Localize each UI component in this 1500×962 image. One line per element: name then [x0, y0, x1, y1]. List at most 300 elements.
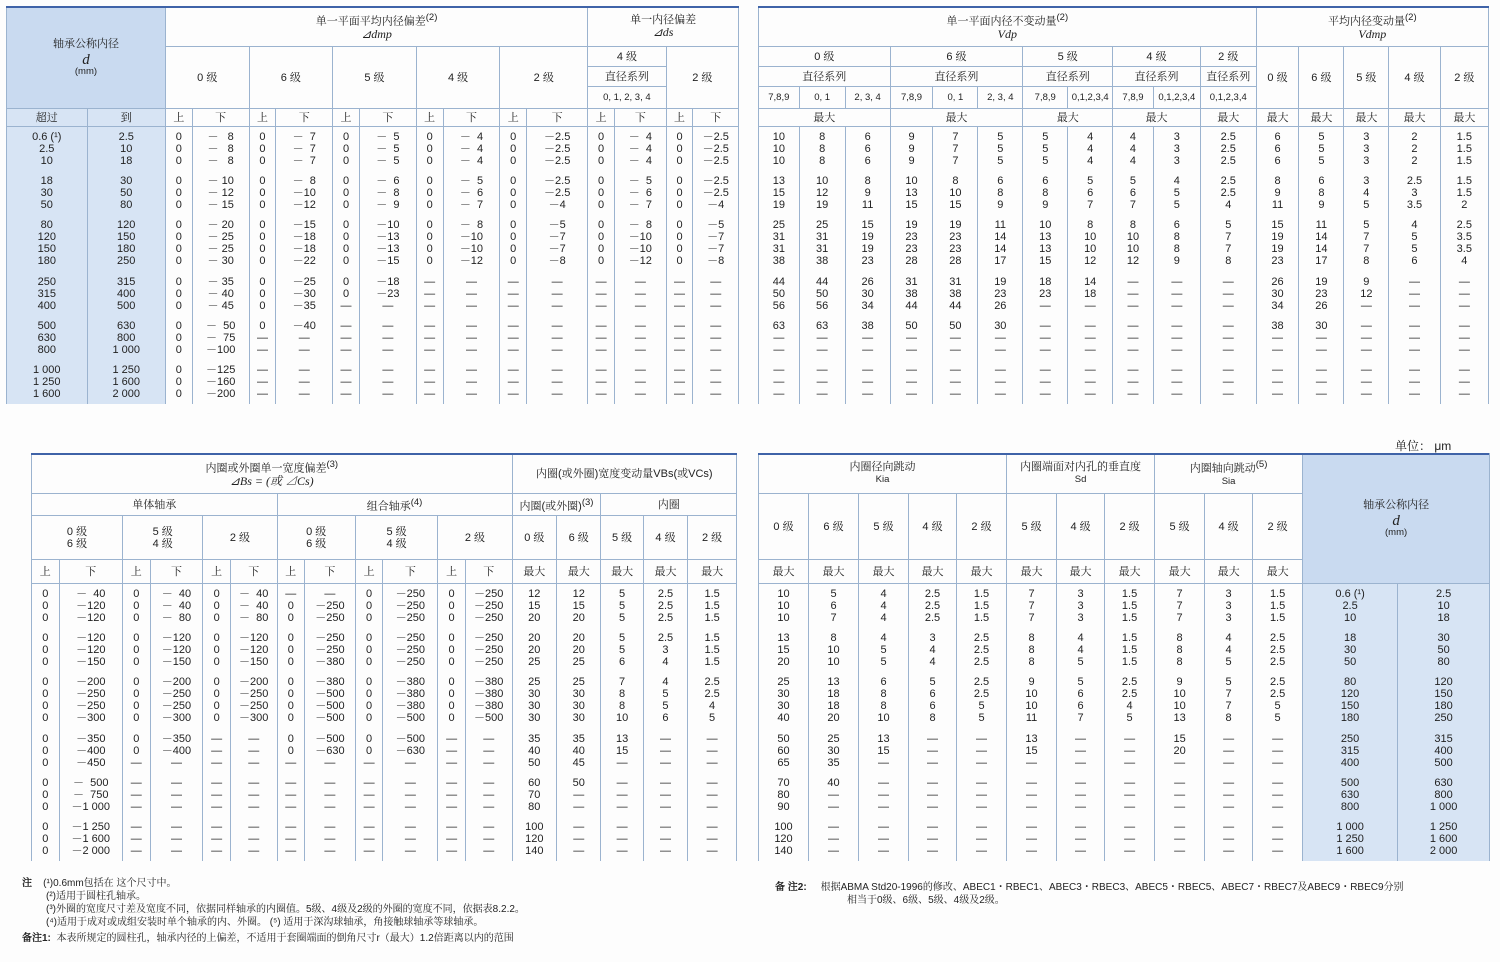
table-cell: 0 0 0 0 [32, 672, 60, 729]
max-label: 最大 [1205, 560, 1253, 584]
table-cell: 0 0 0 [355, 584, 383, 628]
over-header: 超过 [7, 109, 88, 127]
table-cell: — — — [1068, 360, 1113, 404]
table-cell: 7 7 7 [1155, 584, 1205, 628]
table-cell: — — — [1023, 316, 1068, 360]
table-cell: 1.5 1.5 1.5 [1105, 584, 1155, 628]
table-cell: — — — [688, 817, 737, 861]
table-cell: 3 3 3 [1344, 127, 1389, 171]
table-cell: — — — [809, 817, 859, 861]
table-cell: 10 13 15 [890, 171, 933, 215]
table-cell: — — — [666, 316, 693, 360]
table-cell: 5 6 7 [1113, 171, 1154, 215]
grade-4: 4 级 [909, 494, 957, 560]
table-cell: 25 31 31 38 [759, 215, 800, 272]
table-cell: — — — [588, 316, 615, 360]
max-label: 最大 [1057, 560, 1105, 584]
table-cell: 0.6 (¹) 2.5 10 [7, 127, 88, 171]
table-cell: — — — [1253, 773, 1303, 817]
grade-2: 2 级 [957, 494, 1007, 560]
table-cell: — — — [123, 817, 151, 861]
top-rule [31, 453, 737, 455]
table-cell: — — — [1007, 817, 1057, 861]
table-cell: 2.5 2.5 4 [1200, 171, 1256, 215]
table-cell: — — — [438, 773, 466, 817]
series-789: 7,8,9 [1113, 87, 1154, 109]
vbs-header: 内圈(或外圈)宽度变动量VBs(或VCs) [512, 454, 736, 494]
table-cell: 0 0 0 0 [165, 215, 192, 272]
table-cell: －250 －250 －250 [465, 628, 512, 672]
table-cell: — — — [249, 360, 276, 404]
inner-ring-header: 内圈 [601, 494, 737, 516]
table-cell: — — — [1113, 360, 1154, 404]
table-cell: 2.5 3 3.5 [1389, 171, 1440, 215]
table-cell: — — — [1205, 729, 1253, 773]
table-cell: 0 0 0 0 [203, 672, 231, 729]
table-cell: 30 — — [978, 316, 1023, 360]
table-cell: － 20 － 25 － 25 － 30 [192, 215, 249, 272]
table-cell: 0 0 0 [333, 127, 360, 171]
table-cell: 8 8 8 [1007, 628, 1057, 672]
table-cell: 9 9 9 [890, 127, 933, 171]
table-cell: 25 31 31 38 [799, 215, 845, 272]
table-cell: 2.5 2.5 5 5 [957, 672, 1007, 729]
table-cell: — — — [1057, 817, 1105, 861]
max-label: 最大 [557, 560, 601, 584]
table-cell: — — — [933, 360, 978, 404]
table-cell: 1 000 1 250 1 600 [1303, 817, 1398, 861]
table-cell: — — — [588, 360, 615, 404]
notes-right [775, 881, 1490, 907]
table-cell: — — — [465, 773, 512, 817]
note-2: (²)适用于圆柱孔轴承。 [46, 891, 146, 902]
table-cell: 2.5 2.5 4 5 [1105, 672, 1155, 729]
table-cell: － 4 － 4 － 4 [443, 127, 500, 171]
table-cell: — — — [438, 817, 466, 861]
max-label: 最大 [1389, 109, 1440, 127]
ds-header: 单一内径偏差 ⊿ds [588, 7, 739, 47]
table-cell: — — — [1440, 360, 1488, 404]
table-cell: 0 0 — [277, 729, 305, 773]
table-cell: 2.5 2.5 2.5 [1200, 127, 1256, 171]
table-cell: 15 19 19 23 [845, 215, 890, 272]
table-cell: 5 6 6 7 [1057, 672, 1105, 729]
table-cell: 1 000 1 250 1 600 [7, 360, 88, 404]
table-cell: — — — [1344, 316, 1389, 360]
table-cell: 9 10 10 13 [1155, 672, 1205, 729]
max-label: 最大 [759, 109, 891, 127]
table-cell: — — — [1205, 773, 1253, 817]
table-cell: — — — [1299, 360, 1344, 404]
table-cell: — — — [643, 817, 687, 861]
upper-label: 上 [333, 109, 360, 127]
table-cell: 0 0 0 [32, 729, 60, 773]
table-cell: 1 250 1 600 2 000 [87, 360, 165, 404]
table-row [759, 215, 1489, 272]
grade-5: 5 级 [1007, 494, 1057, 560]
kia-header: 内圈径向跳动 Kia [759, 454, 1007, 494]
remark-2-text-cont: 相当于0级、6级、5级、4级及2级。 [847, 895, 1005, 906]
table-cell: — — — [150, 817, 203, 861]
table-cell: 13 15 — [601, 729, 643, 773]
table-cell: 18 30 50 [7, 171, 88, 215]
table-cell: －500 －630 — [305, 729, 356, 773]
table-cell: 5 6 6 8 [909, 672, 957, 729]
sd-symbol: Sd [1074, 474, 1087, 485]
lower-label: 下 [305, 560, 356, 584]
table-cell: — — — [693, 316, 739, 360]
table-cell: 13 15 19 [759, 171, 800, 215]
table-cell: 13 15 20 [759, 628, 809, 672]
table-cell: — — — [1105, 817, 1155, 861]
grade-4: 4 级 [416, 47, 500, 109]
table-cell: 4 4 4 [1113, 127, 1154, 171]
note-1-text: (¹)0.6mm包括在 这个尺寸中。 [43, 878, 177, 889]
table-cell: －120 －120 －150 [59, 628, 122, 672]
table-cell: 5 5 5 [1023, 127, 1068, 171]
table-cell: — — — [123, 773, 151, 817]
table-cell: 0 0 0 [165, 360, 192, 404]
table-cell: — — — [1344, 360, 1389, 404]
max-label: 最大 [1253, 560, 1303, 584]
table-cell: 10 13 13 15 [1023, 215, 1068, 272]
table-cell: — — — [1023, 360, 1068, 404]
max-label: 最大 [1299, 109, 1344, 127]
table-cell: － 40 －120 －120 [59, 584, 122, 628]
table-cell: 0 0 0 [588, 171, 615, 215]
table-cell: — — — [277, 773, 305, 817]
table-cell: － 50 － 75 －100 [192, 316, 249, 360]
table-cell: － 8 － 8 － 8 [192, 127, 249, 171]
table-cell: — — — [1440, 272, 1488, 316]
grade-4: 4 级 [1057, 494, 1105, 560]
table-cell: — — — [305, 773, 356, 817]
upper-label: 上 [277, 560, 305, 584]
inner-diameter-deviation-table [6, 6, 739, 404]
table-cell: 50 — — [890, 316, 933, 360]
table-cell: — — — [1200, 360, 1256, 404]
table-cell: — — — [1200, 272, 1256, 316]
table-cell: — — — [527, 272, 588, 316]
table-cell: 35 40 45 [557, 729, 601, 773]
lower-label: 下 [230, 560, 277, 584]
table-cell: 20 20 25 [512, 628, 556, 672]
table-cell: 8 9 11 [845, 171, 890, 215]
ds-grade-4: 4 级 [588, 47, 666, 67]
grade-2: 2 级 [1200, 47, 1256, 67]
table-row [759, 628, 1490, 672]
table-cell: －350 －400 — [150, 729, 203, 773]
table-cell: — — — [909, 773, 957, 817]
table-row [759, 127, 1489, 171]
table-cell: 6 8 9 [978, 171, 1023, 215]
diameter-series-label: 直径系列 [1200, 67, 1256, 87]
grade-2: 2 级 [438, 516, 512, 560]
table-cell: 0 0 0 [32, 817, 60, 861]
table-cell: — — — [1068, 316, 1113, 360]
table-cell: — — — [688, 729, 737, 773]
table-cell: 6 6 6 [845, 127, 890, 171]
max-label: 最大 [1344, 109, 1389, 127]
table-cell: — — — [1105, 729, 1155, 773]
table-row [759, 316, 1489, 360]
table-cell: — — — [443, 360, 500, 404]
table-cell: 0 0 0 [123, 584, 151, 628]
grade-5: 5 级 [1023, 47, 1113, 67]
dmp-symbol: ⊿dmp [361, 26, 392, 41]
table-cell: － 40 － 40 － 80 [230, 584, 277, 628]
sd-header: 内圈端面对内孔的垂直度 Sd [1007, 454, 1155, 494]
table-cell: －380 －380 －380 －500 [465, 672, 512, 729]
table-cell: 0 0 0 [249, 127, 276, 171]
table-cell: — — — [150, 773, 203, 817]
table-cell: 0 0 0 [203, 584, 231, 628]
table-cell: — — — [438, 729, 466, 773]
table-cell: 44 50 56 [759, 272, 800, 316]
table-cell: — — — [359, 360, 416, 404]
table-cell: — — — [203, 729, 231, 773]
table-cell: 0 0 0 [165, 171, 192, 215]
combo-bearing-header: 组合轴承$^{(4)}$ [277, 494, 512, 516]
max-label: 最大 [909, 560, 957, 584]
table-row [7, 215, 739, 272]
table-cell: 25 30 30 30 [512, 672, 556, 729]
table-cell: 8 10 10 [809, 628, 859, 672]
table-cell: 2 2 2 [1389, 127, 1440, 171]
bore-diameter-unit: (mm) [1385, 526, 1408, 538]
ds-symbol: ⊿ds [652, 25, 674, 39]
table-cell: 5 5 5 [601, 584, 643, 628]
upper-label: 上 [165, 109, 192, 127]
lower-label: 下 [359, 109, 416, 127]
grade-5-4: 5 级 4 级 [355, 516, 438, 560]
table-cell: — — — [416, 272, 443, 316]
table-cell: — — — [859, 817, 909, 861]
table-cell: 44 50 56 [799, 272, 845, 316]
table-cell: 19 23 23 28 [890, 215, 933, 272]
table-cell: — — — [1007, 773, 1057, 817]
table-cell: 120 150 180 250 [1398, 672, 1490, 729]
table-cell: 4 4 5 [1057, 628, 1105, 672]
table-cell: 13 15 — [1007, 729, 1057, 773]
table-cell: — — — [1253, 729, 1303, 773]
table-cell: 10 10 10 [759, 127, 800, 171]
vdmp-header: 平均内径变动量$^{(2)}$ Vdmp [1256, 7, 1488, 47]
table-cell: 4 5 5 [859, 628, 909, 672]
table-cell: 50 — — [557, 773, 601, 817]
table-cell: — — — [957, 817, 1007, 861]
table-cell: — — — [1205, 817, 1253, 861]
max-label: 最大 [1007, 560, 1057, 584]
table-cell: －10 －13 －13 －15 [359, 215, 416, 272]
table-cell: 0 0 — [355, 729, 383, 773]
table-cell: 10 12 19 [799, 171, 845, 215]
table-cell: — — — [500, 272, 527, 316]
table-cell: 0 0 0 [249, 171, 276, 215]
top-rule [758, 453, 1489, 455]
table-cell: — — — [277, 817, 305, 861]
table-cell: 1 250 1 600 2 000 [1398, 817, 1490, 861]
vdp-symbol: Vdp [997, 26, 1017, 41]
table-cell: — — — [588, 272, 615, 316]
table-cell: — — — [666, 272, 693, 316]
table-cell: 25 30 30 30 [557, 672, 601, 729]
table-cell: — — — [643, 773, 687, 817]
table-cell: 25 30 30 40 [759, 672, 809, 729]
upper-label: 上 [32, 560, 60, 584]
table-cell: 31 38 44 [933, 272, 978, 316]
table-cell: 0 0 0 [165, 272, 192, 316]
table-cell: — — — [383, 817, 438, 861]
table-body [759, 584, 1490, 861]
table-cell: －250 －250 －250 [465, 584, 512, 628]
grade-2: 2 级 [203, 516, 277, 560]
table-cell: 4 4 5 [1205, 628, 1253, 672]
table-cell: 0 0 — [123, 729, 151, 773]
table-cell: 0 0 0 [666, 171, 693, 215]
ds-grade-2: 2 级 [666, 47, 738, 109]
grade-5: 5 级 [333, 47, 417, 109]
lower-label: 下 [383, 560, 438, 584]
table-cell: 315 400 500 [87, 272, 165, 316]
table-cell: 30 50 80 [1398, 628, 1490, 672]
table-cell: － 7 － 7 － 7 [276, 127, 333, 171]
grade-0: 0 级 [165, 47, 249, 109]
grade-2: 2 级 [1105, 494, 1155, 560]
table-cell: 2.5 2.5 2.5 [643, 584, 687, 628]
upper-label: 上 [500, 109, 527, 127]
table-cell: 1.5 1.5 1.5 [1105, 628, 1155, 672]
table-cell: 250 315 400 [7, 272, 88, 316]
table-row [32, 817, 737, 861]
table-cell: — 0 0 [277, 584, 305, 628]
max-label: 最大 [759, 560, 809, 584]
single-bearing-header: 单体轴承 [32, 494, 278, 516]
max-label: 最大 [643, 560, 687, 584]
table-cell: 12 15 20 [512, 584, 556, 628]
table-cell: 31 38 44 [890, 272, 933, 316]
table-cell: — －250 －250 [305, 584, 356, 628]
table-cell: — — — [1153, 272, 1200, 316]
table-cell: — — — [957, 729, 1007, 773]
table-cell: －2.5 －2.5 －4 [527, 171, 588, 215]
table-cell: — — — [601, 817, 643, 861]
table-row [32, 672, 737, 729]
max-label: 最大 [957, 560, 1007, 584]
table-cell: 63 — — [799, 316, 845, 360]
table-cell: 2.5 2.5 2.5 [909, 584, 957, 628]
table-cell: — — — [1153, 360, 1200, 404]
table-cell: — — — [1200, 316, 1256, 360]
table-cell: －500 －630 — [383, 729, 438, 773]
table-cell: — — — [759, 360, 800, 404]
table-cell: 70 80 90 [759, 773, 809, 817]
table-cell: 2.5 10 18 [1398, 584, 1490, 628]
table-cell: 8 10 10 12 [1068, 215, 1113, 272]
diameter-series-label: 直径系列 [1023, 67, 1113, 87]
table-cell: － 5 － 5 － 5 [359, 127, 416, 171]
grade-4: 4 级 [1205, 494, 1253, 560]
table-cell: 12 15 20 [557, 584, 601, 628]
table-cell: 19 23 26 [978, 272, 1023, 316]
table-cell: 5 7 7 8 [1200, 215, 1256, 272]
upper-label: 上 [355, 560, 383, 584]
lower-label: 下 [276, 109, 333, 127]
vdmp-grade-4: 4 级 [1389, 47, 1440, 109]
table-cell: － 10 － 12 － 15 [192, 171, 249, 215]
table-cell: 13 15 — [859, 729, 909, 773]
table-cell: 0 0 0 [277, 628, 305, 672]
table-cell: 5 6 7 [809, 584, 859, 628]
table-cell: 8 9 11 [1256, 171, 1299, 215]
series-01234: 0,1,2,3,4 [1153, 87, 1200, 109]
max-label: 最大 [1155, 560, 1205, 584]
table-cell: — — — [1113, 272, 1154, 316]
grade-4: 4 级 [1113, 47, 1201, 67]
table-cell: 0 0 0 [165, 127, 192, 171]
table-cell: － 5 － 6 － 7 [443, 171, 500, 215]
top-rule [6, 6, 739, 8]
to-header: 到 [87, 109, 165, 127]
table-cell: 19 23 26 [1299, 272, 1344, 316]
table-cell: 5 5 5 [1299, 127, 1344, 171]
table-cell: — — — [465, 729, 512, 773]
grade-0-6: 0 级 6 级 [32, 516, 123, 560]
table-cell: — — — [1256, 360, 1299, 404]
table-cell: 0 0 0 [416, 171, 443, 215]
table-cell: －250 －250 －250 [383, 584, 438, 628]
table-cell: － 8 －10 －12 [276, 171, 333, 215]
bore-diameter-header [1303, 454, 1490, 584]
remark-text: 本表所规定的圆柱孔，轴承内径的上偏差，不适用于套圈端面的倒角尺寸r（最大）1.2倍距离以内的范围 [56, 933, 514, 944]
max-label: 最大 [1105, 560, 1155, 584]
bore-diameter-unit: (mm) [74, 65, 98, 77]
table-cell: －2.5 －2.5 －2.5 [693, 127, 739, 171]
table-cell: 35 40 50 [512, 729, 556, 773]
table-cell: — — — [615, 272, 667, 316]
table-cell: — — — [527, 316, 588, 360]
inner-outer-header: 内圈(或外圈)$^{(3)}$ [512, 494, 601, 516]
table-cell: — — — [1153, 316, 1200, 360]
table-cell: — — — [1057, 773, 1105, 817]
table-cell: － 8 －10 －10 －12 [443, 215, 500, 272]
series-789: 7,8,9 [890, 87, 933, 109]
table-cell: － 6 － 8 － 9 [359, 171, 416, 215]
table-cell: 3 4 4 [909, 628, 957, 672]
table-cell: 315 400 500 [1398, 729, 1490, 773]
table-cell: 5 5 5 [978, 127, 1023, 171]
table-cell: 0 0 0 0 [355, 672, 383, 729]
table-cell: 0 0 0 [500, 171, 527, 215]
table-cell: — — — [1440, 316, 1488, 360]
table-cell: — — — [383, 773, 438, 817]
bore-diameter-title: 轴承公称内径 [52, 37, 119, 50]
note-1 [22, 877, 742, 890]
table-cell: 20 20 25 [557, 628, 601, 672]
table-cell: 6 8 9 [1023, 171, 1068, 215]
table-cell: — — — [859, 773, 909, 817]
table-cell: －40 — — [276, 316, 333, 360]
table-cell: －200 －250 －250 －300 [150, 672, 203, 729]
table-cell: 100 120 140 [512, 817, 556, 861]
table-row [7, 171, 739, 215]
table-cell: 2.5 3 4 [643, 628, 687, 672]
table-cell: — — — [465, 817, 512, 861]
table-cell: －120 －120 －150 [230, 628, 277, 672]
table-cell: 0 0 0 [32, 773, 60, 817]
table-cell: 25 30 35 [809, 729, 859, 773]
table-cell: 1.5 1.5 1.5 [688, 584, 737, 628]
